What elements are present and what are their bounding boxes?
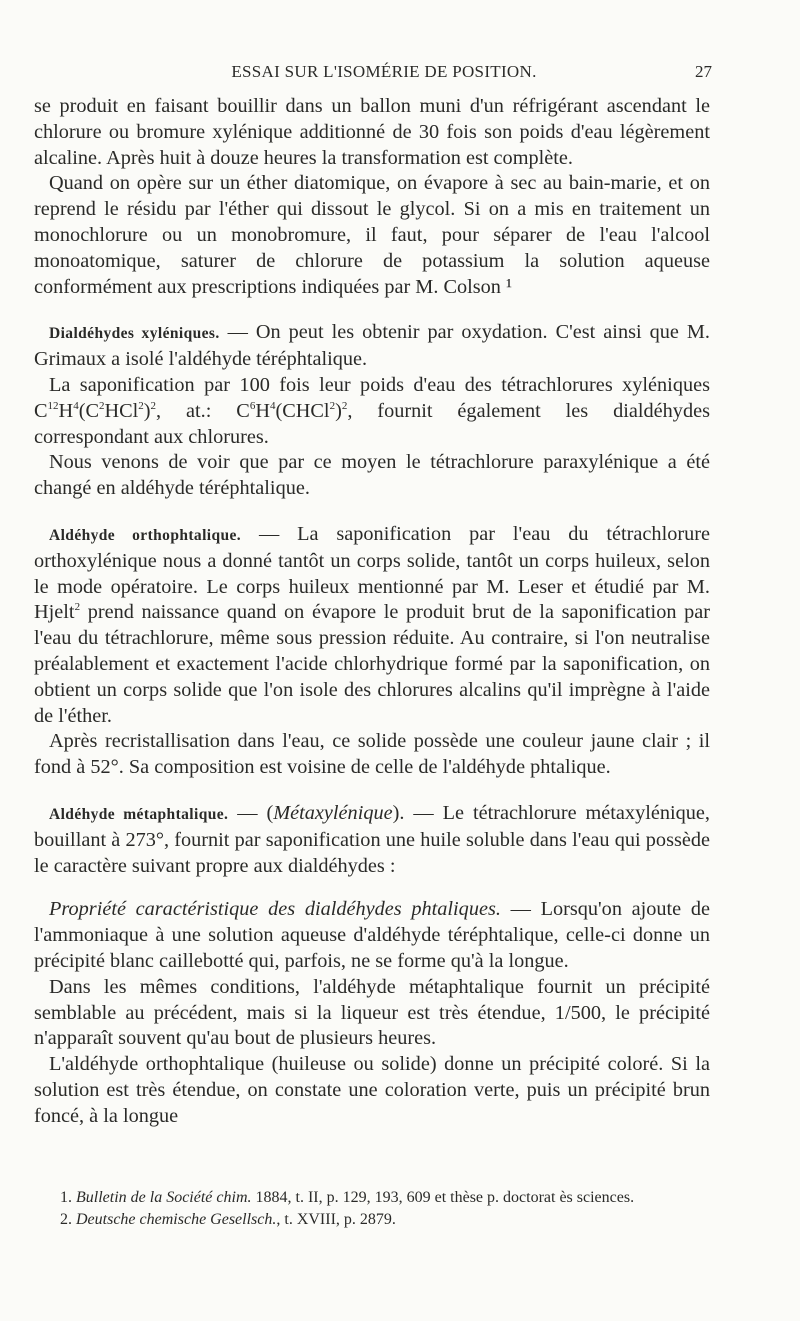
footnote-2: 2. Deutsche chemische Gesellsch., t. XVIII, p. 2879.: [60, 1210, 396, 1228]
section-heading-orthophtalique: Aldéhyde orthophtalique.: [49, 526, 242, 544]
section-metaphtalique: Aldéhyde métaphtalique. — (Métaxylénique). — Le tétrachlorure métaxylénique, bouillant à 273°, fournit par saponification une huile soluble dans l'eau qui possède le caractère suivant propre aux dialdéhydes :: [34, 801, 710, 877]
paragraph-saponification: La saponification par 100 fois leur poids d'eau des tétrachlorures xyléniques $C^{12}H^4(C^2HCl^2)^2$, at.: $C^6H^4(CHCl^2)^2$, fournit également les dialdéhydes correspondant aux chlorures.: [34, 373, 710, 448]
section-orthophtalique: Aldéhyde orthophtalique. — La saponification par l'eau du tétrachlorure orthoxylénique nous a donné tantôt un corps solide, tantôt un corps huileux, selon le mode opératoire. Le corps huileux mentionné par M. Leser et étudié par M. Hjelt$^2$ prend naissance quand on évapore le produit brut de la saponification par l'eau du tétrachlorure, même sous pression réduite. Au contraire, si l'on neutralise préalablement et exactement l'acide chlorhydrique formé par la saponification, on obtient un corps solide que l'on isole des chlorures alcalins qu'il imprègne à l'aide de l'éther.: [34, 522, 710, 727]
paragraph-nous-venons: Nous venons de voir que par ce moyen le tétrachlorure paraxylénique a été changé en aldéhyde téréphtalique.: [34, 451, 710, 500]
paragraph-propriete: Propriété caractéristique des dialdéhydes phtaliques. — Lorsqu'on ajoute de l'ammoniaque à une solution aqueuse d'aldéhyde téréphtalique, celle-ci donne un précipité blanc caillebotté qui, parfois, ne se forme qu'à la longue.: [34, 898, 710, 972]
footnotes: [60, 1187, 710, 1230]
paragraph-continuation: se produit en faisant bouillir dans un ballon muni d'un réfrigérant ascendant le chlorure ou bromure xylénique additionné de 30 fois son poids d'eau légèrement alcaline. Après huit à douze heures la transformation est complète.: [34, 95, 710, 169]
footnote-ref-2: 2: [74, 601, 81, 614]
paragraph-orthophtalique-precipite: L'aldéhyde orthophtalique (huileuse ou solide) donne un précipité coloré. Si la solution est très étendue, on constate une coloration verte, puis un précipité brun foncé, à la longue: [34, 1053, 710, 1127]
paragraph-memes-conditions: Dans les mêmes conditions, l'aldéhyde métaphtalique fournit un précipité semblable au précédent, mais si la liqueur est très étendue, 1/500, le précipité n'apparaît souvent qu'au bout de plusieurs heures.: [34, 975, 710, 1050]
section-heading-dialdehydes: Dialdéhydes xyléniques.: [49, 325, 220, 343]
section-dialdehydes: [34, 320, 710, 373]
running-head: [56, 62, 712, 86]
heading-propriete: Propriété caractéristique des dialdéhydes phtaliques.: [49, 898, 501, 921]
paragraph-ether-diatomique: Quand on opère sur un éther diatomique, on évapore à sec au bain-marie, et on reprend le résidu par l'éther qui dissout le glycol. Si on a mis en traitement un monochlorure ou un monobromure, il faut, pour séparer de l'eau l'alcool monoatomique, saturer de chlorure de potassium la solution aqueuse conformément aux prescriptions indiquées par M. Colson ¹: [34, 172, 710, 298]
paragraph-recristallisation: Après recristallisation dans l'eau, ce solide possède une couleur jaune clair ; il fond à 52°. Sa composition est voisine de celle de l'aldéhyde phtalique.: [34, 730, 710, 779]
footnote-1: 1. Bulletin de la Société chim. 1884, t. II, p. 129, 193, 609 et thèse p. doctorat ès sciences.: [60, 1189, 635, 1206]
section-heading-metaphtalique: Aldéhyde métaphtalique.: [49, 805, 229, 823]
running-title: ESSAI SUR L'ISOMÉRIE DE POSITION.: [231, 62, 537, 81]
body-text: [34, 94, 710, 1129]
page-number: 27: [695, 62, 712, 81]
section-text-dialdehydes: — On peut les obtenir par oxydation. C'est ainsi que M. Grimaux a isolé l'aldéhyde téréphtalique.: [34, 321, 710, 371]
